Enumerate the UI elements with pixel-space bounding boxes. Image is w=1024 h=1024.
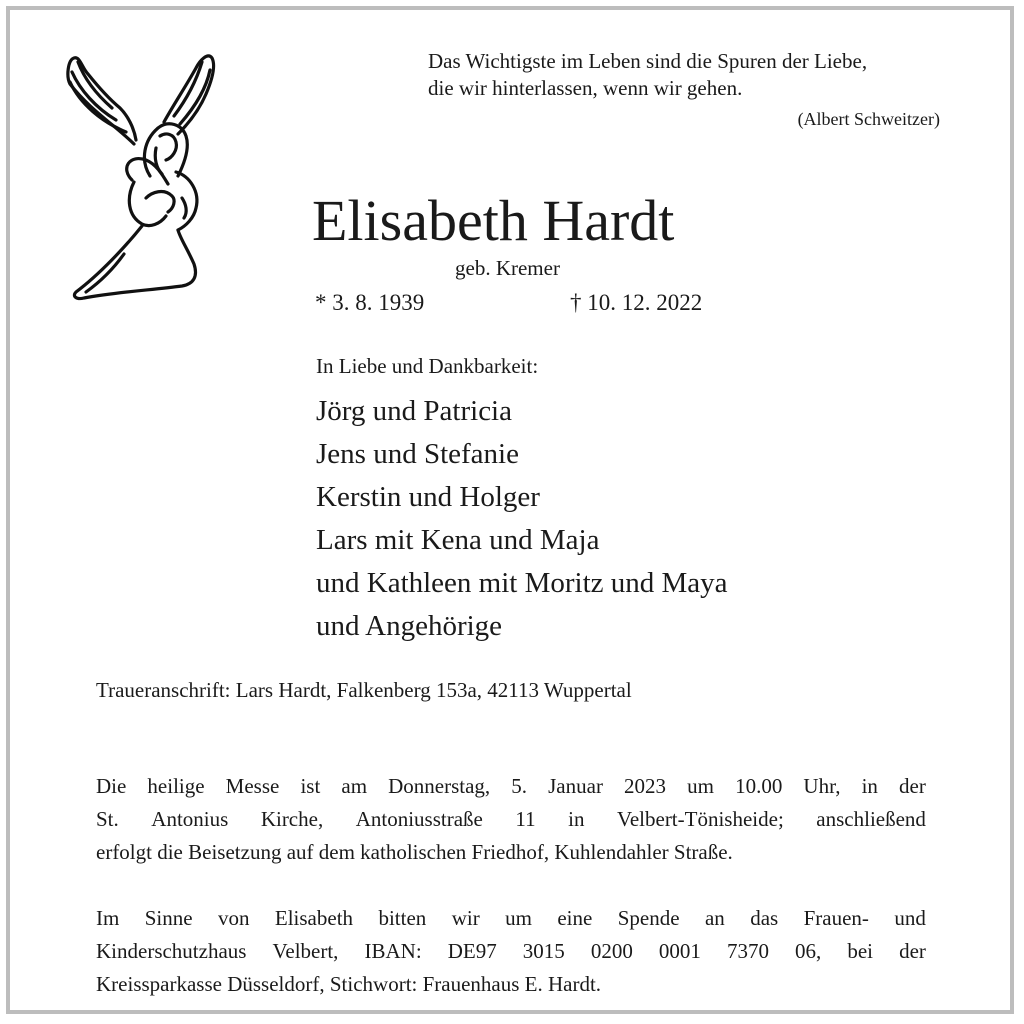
word: Im [96, 906, 120, 930]
word: 3015 [522, 939, 565, 963]
word: der [899, 939, 926, 963]
word: heilige [147, 774, 205, 798]
word: 2023 [624, 774, 667, 798]
mourner-entry: Kerstin und Holger [316, 481, 540, 513]
mass-paragraph [96, 770, 926, 869]
word: 0001 [658, 939, 701, 963]
mourners-list [316, 390, 728, 648]
angel-icon [56, 48, 226, 306]
word: Sinne [144, 906, 193, 930]
word: St. [96, 807, 119, 831]
word: bei [847, 939, 874, 963]
word: am [341, 774, 368, 798]
word: Antoniusstraße [355, 807, 483, 831]
obituary-card [6, 6, 1014, 1014]
word: IBAN: [364, 939, 422, 963]
word: 7370 [726, 939, 769, 963]
word: Elisabeth [274, 906, 354, 930]
deceased-name: Elisabeth Hardt [312, 188, 675, 253]
word: ist [300, 774, 321, 798]
word: 06, [795, 939, 822, 963]
word: 11 [515, 807, 536, 831]
word: Antonius [151, 807, 229, 831]
quote-line-1: Das Wichtigste im Leben sind die Spuren der Liebe, [428, 49, 868, 73]
mourner-entry: Jörg und Patricia [316, 395, 512, 427]
donation-line: Kreissparkasse Düsseldorf, Stichwort: Frauenhaus E. Hardt. [96, 972, 602, 996]
word: um [505, 906, 532, 930]
death-date: † 10. 12. 2022 [570, 290, 703, 315]
word: Velbert-Tönisheide; [617, 807, 784, 831]
word: von [217, 906, 250, 930]
word: DE97 [447, 939, 497, 963]
quote-line-2: die wir hinterlassen, wenn wir gehen. [428, 76, 743, 100]
word: eine [557, 906, 593, 930]
word: Kirche, [260, 807, 324, 831]
mass-line [96, 803, 926, 836]
word: Frauen- [803, 906, 869, 930]
word: der [899, 774, 926, 798]
mass-line: erfolgt die Beisetzung auf dem katholischen Friedhof, Kuhlendahler Straße. [96, 840, 733, 864]
mourner-entry: Lars mit Kena und Maja [316, 524, 600, 556]
word: Kinderschutzhaus [96, 939, 247, 963]
dedication-line: In Liebe und Dankbarkeit: [316, 354, 539, 378]
mourning-address: Traueranschrift: Lars Hardt, Falkenberg 153a, 42113 Wuppertal [96, 678, 632, 702]
word: 0200 [590, 939, 633, 963]
word: in [568, 807, 585, 831]
word: bitten [378, 906, 427, 930]
donation-line [96, 935, 926, 968]
quote-author: (Albert Schweitzer) [797, 109, 940, 129]
birth-name: geb. Kremer [455, 256, 560, 280]
mourner-entry: und Kathleen mit Moritz und Maya [316, 567, 728, 599]
word: in [861, 774, 878, 798]
word: Velbert, [272, 939, 339, 963]
word: Donnerstag, [388, 774, 491, 798]
word: Januar [548, 774, 603, 798]
word: anschließend [816, 807, 926, 831]
word: Die [96, 774, 127, 798]
donation-paragraph [96, 902, 926, 1001]
word: wir [451, 906, 480, 930]
epitaph-quote [428, 48, 948, 133]
word: Spende [617, 906, 680, 930]
mourner-entry: und Angehörige [316, 610, 503, 642]
birth-date: * 3. 8. 1939 [315, 290, 425, 315]
word: Uhr, [803, 774, 841, 798]
word: an [704, 906, 725, 930]
word: und [894, 906, 926, 930]
donation-line [96, 902, 926, 935]
word: 5. [511, 774, 528, 798]
word: um [687, 774, 714, 798]
word: das [750, 906, 779, 930]
mass-line [96, 770, 926, 803]
word: Messe [225, 774, 280, 798]
mourner-entry: Jens und Stefanie [316, 438, 519, 470]
word: 10.00 [735, 774, 783, 798]
